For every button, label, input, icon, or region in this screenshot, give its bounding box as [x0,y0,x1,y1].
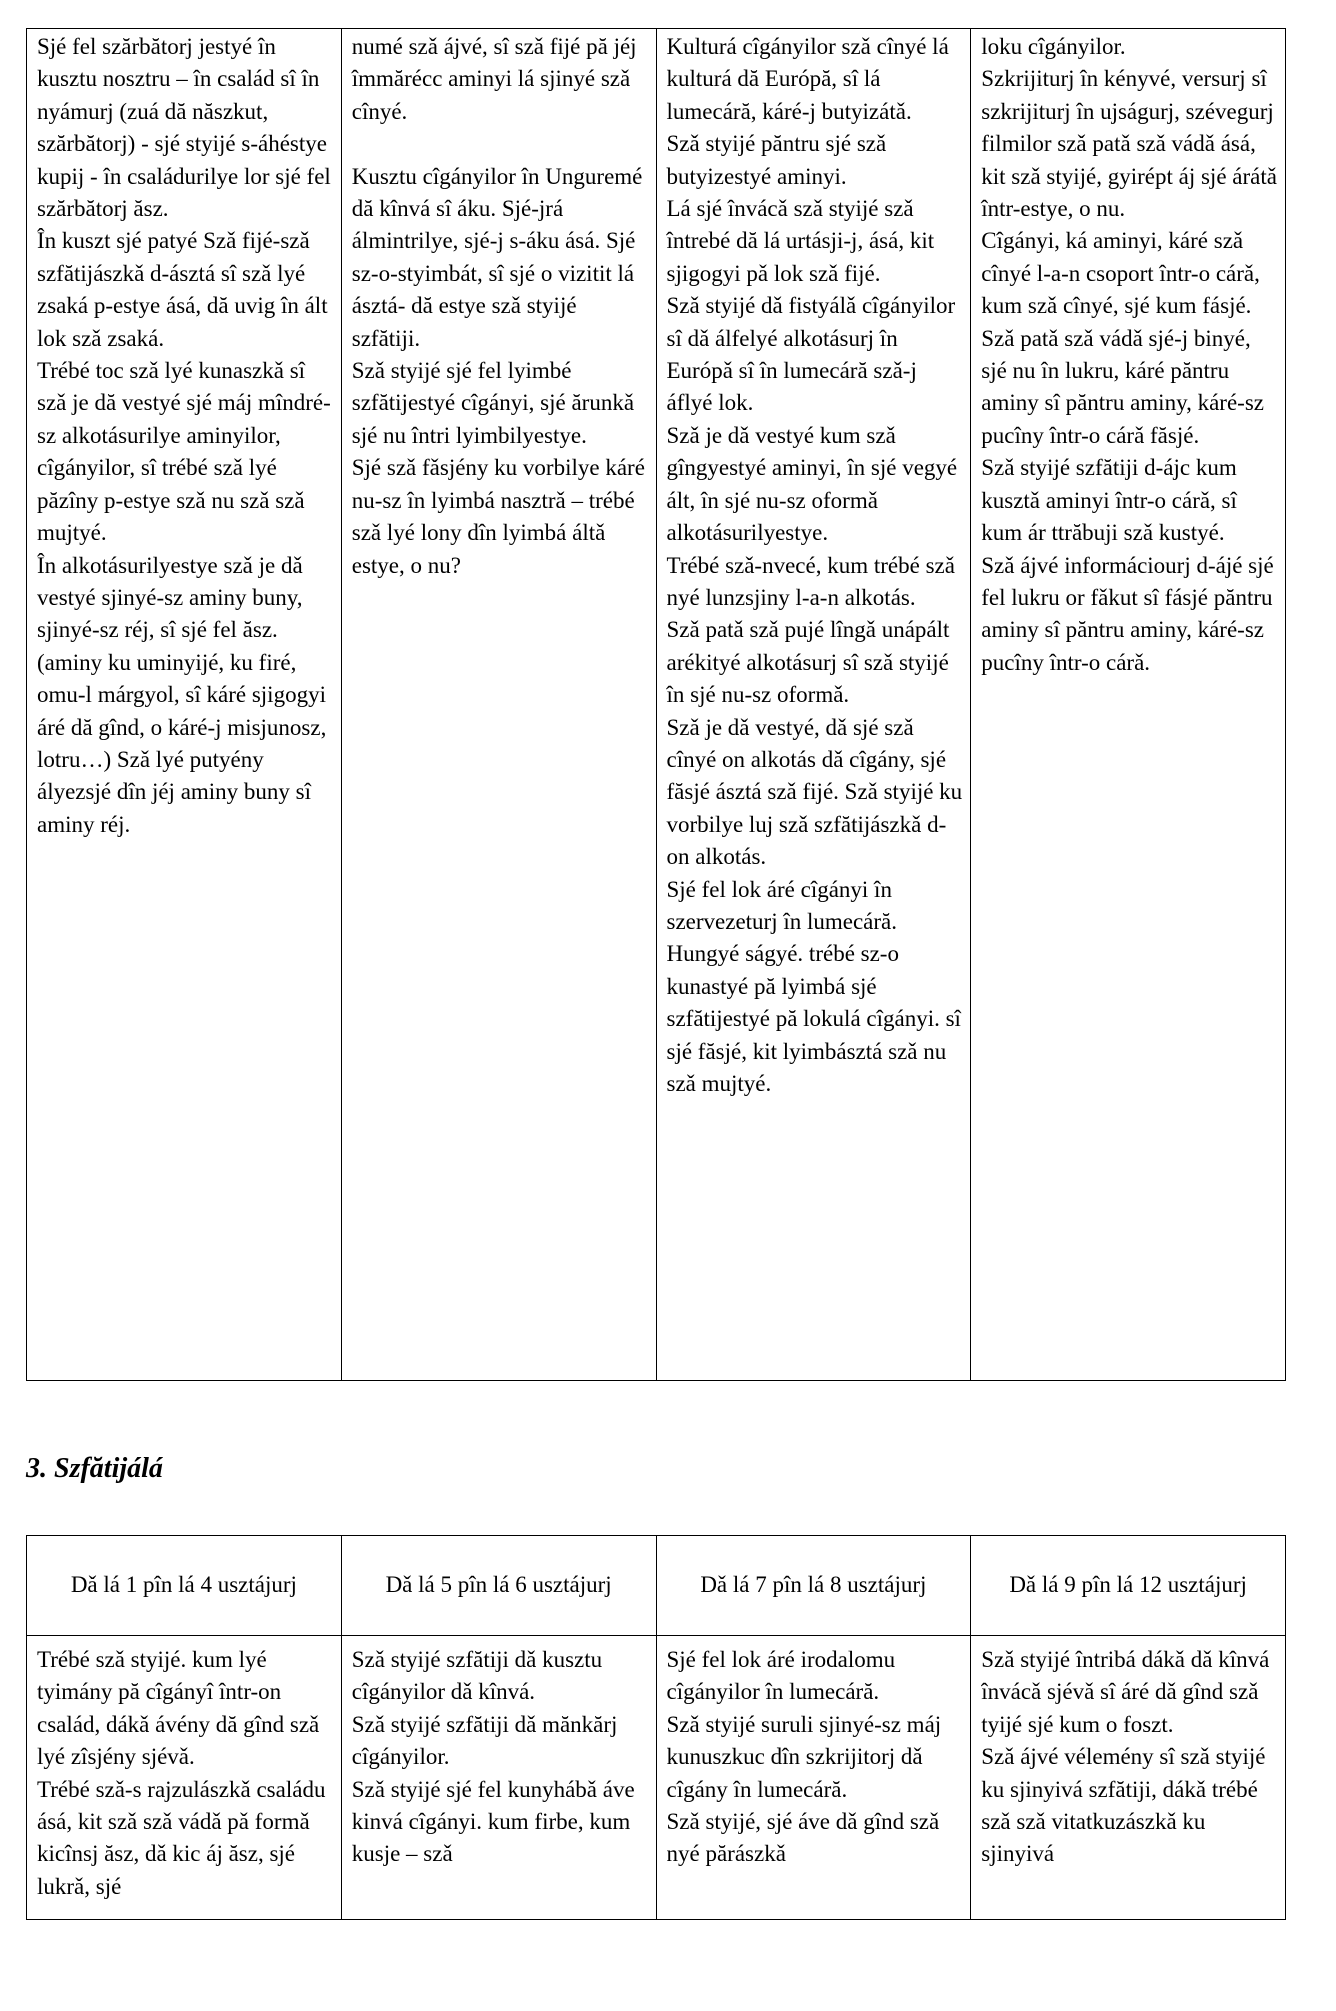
paragraph: Szǎ styijé szfătiji dǎ kusztu cîgányilor dǎ kînvá. [351,1647,603,1705]
paragraph: Trébé szǎ-nvecé, kum trébé szǎ nyé lunzsjiny l-a-n alkotás. [666,552,955,610]
cell-content [667,1644,964,1907]
paragraph: Szǎ ájvé vélemény sî szǎ styijé ku sjinyivá szfătiji, dákǎ trébé szǎ szǎ vitatkuzászkǎ ku sjinyivá [981,1744,1266,1867]
table-cell-col-4 [971,29,1286,1381]
paragraph: Kusztu cîgányilor în Unguremé dă kînvá sî áku. Sjé-jrá álmintrilye, sjé-j s-áku ásá. Sjé sz-o-styimbát, sî sjé o vizitit lá ásztá- dă estye szǎ styijé szfătiji. [351,163,643,351]
table-cell-col-1 [27,1636,342,1920]
cell-content [37,1644,334,1907]
table-row [27,29,1286,1381]
column-header: Dǎ lá 9 pîn lá 12 usztájurj [971,1536,1286,1636]
paragraph: Szǎ patǎ szǎ pujé lîngǎ unápált arékityé alkotásurj sî szǎ styijé în sjé nu-sz oformǎ. [666,617,950,708]
paragraph: Szǎ ájvé informáciourj d-ájé sjé fel lukru or fǎkut sî fásjé păntru aminy sî păntru aminy, káré-sz pucîny într-o cárǎ. [981,552,1274,675]
paragraph-spacer [352,128,649,160]
table-header-row [27,1536,1286,1636]
paragraph: Sjé fel lok áré cîgányi în szervezeturj în lumecáră. [666,876,898,934]
paragraph: numé szǎ ájvé, sî szǎ fijé pă jéj îmmărécc aminyi lá sjinyé szǎ cînyé. [351,34,637,124]
paragraph: loku cîgányilor. [981,34,1126,59]
table-cell-col-2 [341,29,656,1381]
paragraph: Szǎ je dǎ vestyé, dǎ sjé szǎ cînyé on alkotás dǎ cîgány, sjé făsjé ásztá szǎ fijé. Szǎ styijé ku vorbilye luj szǎ szfătijászkǎ d-on alkotás. [666,714,963,870]
table-cell-col-2 [341,1636,656,1920]
column-header: Dǎ lá 5 pîn lá 6 usztájurj [341,1536,656,1636]
paragraph: Szǎ styijé păntru sjé szǎ butyizestyé aminyi. [666,131,887,189]
paragraph: Szǎ styijé suruli sjinyé-sz máj kunuszkuc dîn szkrijitorj dǎ cîgány în lumecáră. [666,1711,942,1802]
paragraph: Sjé fel lok áré irodalomu cîgányilor în lumecáră. [666,1647,896,1705]
competency-table-bottom [26,1535,1286,1920]
paragraph: Sjé fel szărbătorj jestyé în kusztu nosztru – în család sî în nyámurj (zuá dă năszkut, szărbătorj) - sjé styijé s-áhéstye kupij - în családurilye lor sjé fel szărbătorj ăsz. [37,34,331,222]
paragraph: Kulturá cîgányilor szǎ cînyé lá kulturá dă Európă, sî lá lumecáră, káré-j butyizátǎ. [666,34,949,124]
paragraph: Szǎ patǎ szǎ vádǎ sjé-j binyé, sjé nu în lukru, káré păntru aminy sî păntru aminy, káré-sz pucîny într-o cárǎ făsjé. [981,325,1264,448]
paragraph: Cîgányi, ká aminyi, káré szǎ cînyé l-a-n csoport într-o cárǎ, kum szǎ cînyé, sjé kum fásjé. [981,228,1260,319]
table-row [27,1636,1286,1920]
paragraph: Trébé szǎ styijé. kum lyé tyimány pă cîgányî într-on család, dákǎ ávény dă gînd szǎ lyé zîsjény sjévǎ. [37,1647,320,1770]
cell-content [352,1644,649,1907]
paragraph: Sjé szǎ fǎsjény ku vorbilye káré nu-sz în lyimbá nasztrǎ – trébé szǎ lyé lony dîn lyimbá áltǎ estye, o nu? [351,455,645,578]
section-heading: 3. Szfătijálá [26,1453,163,1484]
paragraph: Trébé szǎ-s rajzulászkǎ családu ásá, kit szǎ szǎ vádǎ pǎ formǎ kicînsj ăsz, dǎ kic áj ăsz, sjé lukrǎ, sjé [37,1776,326,1899]
table-cell-col-3 [656,1636,971,1920]
paragraph: Szǎ styijé întribá dákǎ dǎ kînvá învácǎ sjévǎ sî áré dǎ gînd szǎ tyijé sjé kum o foszt. [981,1647,1270,1737]
paragraph: Hungyé ságyé. trébé sz-o kunastyé pă lyimbá sjé szfătijestyé pă lokulá cîgányi. sî sjé făsjé, kit lyimbásztá szǎ nu szǎ mujtyé. [666,941,961,1096]
paragraph: În kuszt sjé patyé Szǎ fijé-szǎ szfătijászkǎ d-ásztá sî szǎ lyé zsaká p-estye ásá, dă uvig în ált lok szǎ zsaká. [37,228,328,351]
paragraph: Szǎ je dǎ vestyé kum szǎ gîngyestyé aminyi, în sjé vegyé ált, în sjé nu-sz oformǎ alkotásurilyestye. [666,422,958,546]
paragraph: În alkotásurilyestye szǎ je dǎ vestyé sjinyé-sz aminy buny, sjinyé-sz réj, sî sjé fel ăsz. (aminy ku uminyijé, ku firé, omu-l márgyol, sî káré sjigogyi áré dă gînd, o káré-j misjunosz, lotru…) Szǎ lyé putyény ályezsjé dîn jéj aminy buny sî aminy réj. [37,552,327,837]
competency-table-top [26,28,1286,1381]
paragraph: Szǎ styijé dǎ fistyálǎ cîgányilor sî dǎ álfelyé alkotásurj în Európǎ sî în lumecáră szǎ-j áflyé lok. [666,293,956,416]
paragraph: Szkrijiturj în kényvé, versurj sî szkrijiturj în ujságurj, szévegurj filmilor szǎ patǎ szǎ vádǎ ásá, kit szǎ styijé, gyirépt áj sjé árátǎ într-estye, o nu. [981,66,1277,222]
paragraph: Trébé toc szǎ lyé kunaszkǎ sî szǎ je dă vestyé sjé máj mîndré-sz alkotásurilye aminyilor, cîgányilor, sî trébé szǎ lyé păzîny p-estye szǎ nu szǎ szǎ mujtyé. [37,358,331,546]
paragraph: Szǎ styijé sjé fel kunyhábǎ áve kinvá cîgányi. kum firbe, kum kusje – szǎ [351,1776,635,1867]
column-header: Dǎ lá 7 pîn lá 8 usztájurj [656,1536,971,1636]
paragraph: Lá sjé învácǎ szǎ styijé szǎ întrebé dă lá urtásji-j, ásá, kit sjigogyi pǎ lok szǎ fijé. [666,196,935,286]
paragraph: Szǎ styijé, sjé áve dǎ gînd szǎ nyé părászkǎ [666,1809,940,1867]
column-header: Dǎ lá 1 pîn lá 4 usztájurj [27,1536,342,1636]
cell-content [981,1644,1278,1907]
table-cell-col-3 [656,29,971,1381]
paragraph: Szǎ styijé szfătiji dǎ mănkărj cîgányilor. [351,1711,618,1770]
table-cell-col-4 [971,1636,1286,1920]
paragraph: Szǎ styijé sjé fel lyimbé szfătijestyé cîgányi, sjé ărunkǎ sjé nu întri lyimbilyestye. [351,358,635,448]
table-cell-col-1 [27,29,342,1381]
paragraph: Szǎ styijé szfătiji d-ájc kum kusztǎ aminyi într-o cárǎ, sî kum ár ttrăbuji szǎ kustyé. [981,455,1237,546]
